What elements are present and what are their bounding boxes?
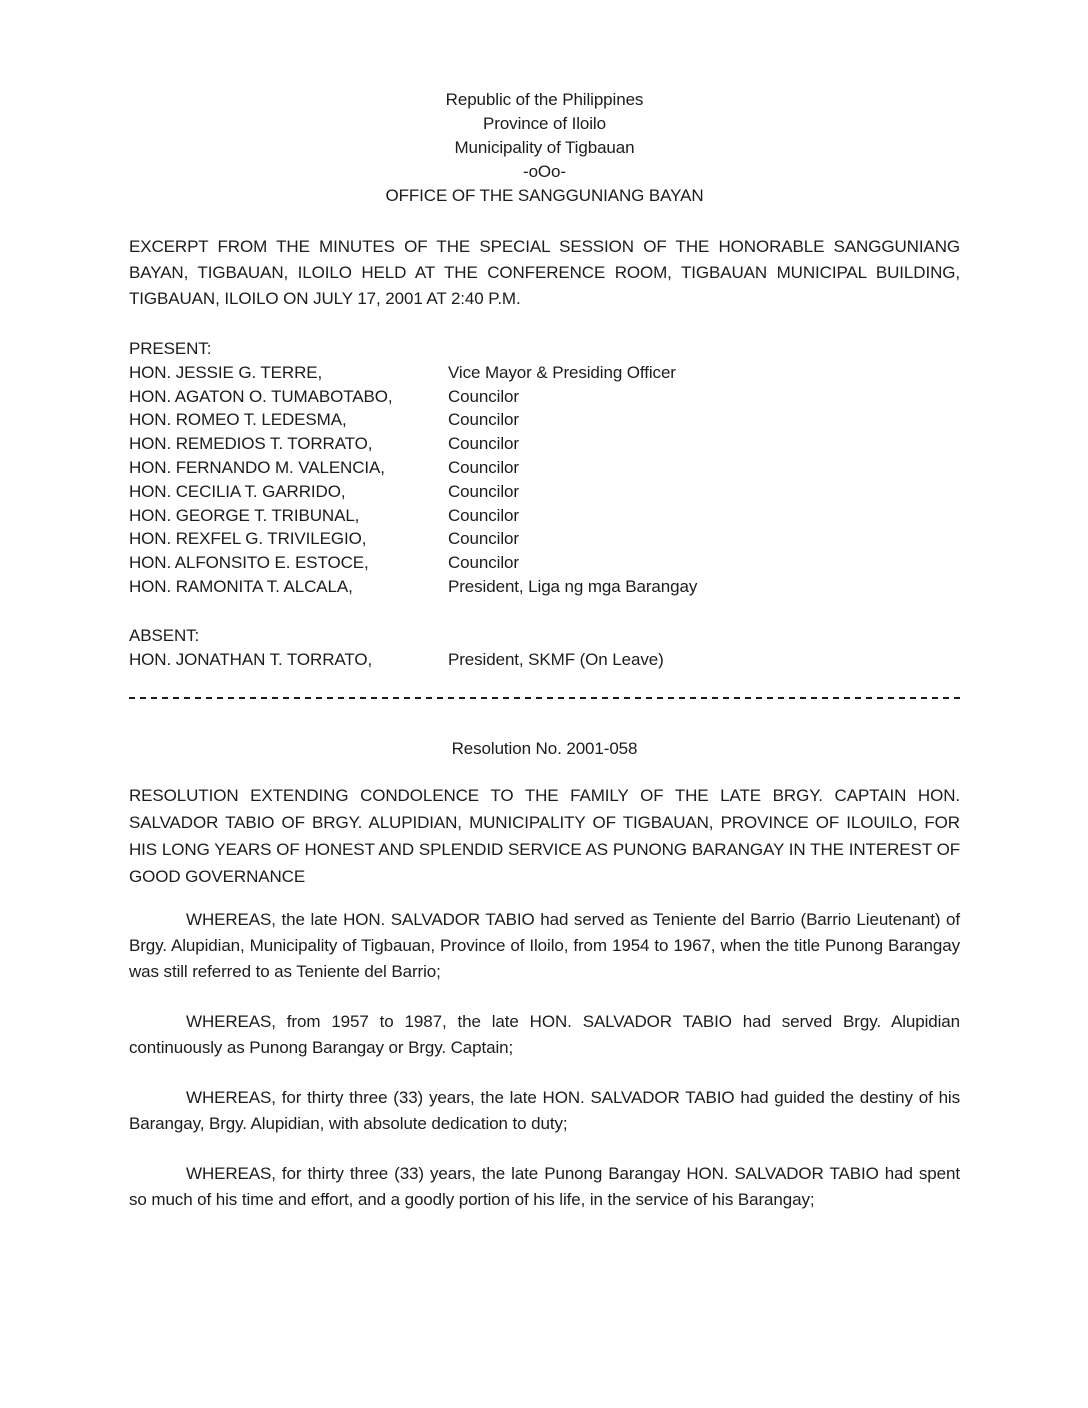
whereas-paragraph-2: WHEREAS, from 1957 to 1987, the late HON. SALVADOR TABIO had served Brgy. Alupidian continuously as Punong Barangay or Brgy. Captain; [129,1012,960,1058]
attendee-name: HON. CECILIA T. GARRIDO, [129,481,346,501]
attendee-position: Councilor [448,481,519,501]
attendee-position: President, SKMF (On Leave) [448,649,664,669]
attendee-row [129,648,960,672]
attendee-position: Councilor [448,457,519,477]
whereas-paragraph-1: WHEREAS, the late HON. SALVADOR TABIO had served as Teniente del Barrio (Barrio Lieutenant) of Brgy. Alupidian, Municipality of Tigbauan, Province of Iloilo, from 1954 to 1967, when the title Punong Barangay was still referred to as Teniente del Barrio; [129,910,960,982]
attendee-name: HON. JESSIE G. TERRE, [129,362,323,382]
attendee-name: HON. REXFEL G. TRIVILEGIO, [129,529,367,549]
attendee-name: HON. GEORGE T. TRIBUNAL, [129,505,360,525]
resolution-title: RESOLUTION EXTENDING CONDOLENCE TO THE FAMILY OF THE LATE BRGY. CAPTAIN HON. SALVADOR TABIO OF BRGY. ALUPIDIAN, MUNICIPALITY OF TIGBAUAN, PROVINCE OF ILOUILO, FOR HIS LONG YEARS OF HONEST AND SPLENDID SERVICE AS PUNONG BARANGAY IN THE INTEREST OF GOOD GOVERNANCE [129,786,960,887]
attendance-present-section [129,337,960,599]
attendee-name: HON. FERNANDO M. VALENCIA, [129,457,385,477]
attendee-position: Councilor [448,529,519,549]
document-content [129,88,960,1213]
attendee-position: Councilor [448,553,519,573]
present-label: PRESENT: [129,339,212,358]
attendee-position: Councilor [448,386,519,406]
attendance-absent-section [129,624,960,672]
session-excerpt-paragraph: EXCERPT FROM THE MINUTES OF THE SPECIAL SESSION OF THE HONORABLE SANGGUNIANG BAYAN, TIGBAUAN, ILOILO HELD AT THE CONFERENCE ROOM, TIGBAUAN MUNICIPAL BUILDING, TIGBAUAN, ILOILO ON JULY 17, 2001 AT 2:40 P.M. [129,237,960,308]
attendee-row [129,504,960,528]
attendee-name: HON. ALFONSITO E. ESTOCE, [129,553,369,573]
attendee-position: Councilor [448,410,519,430]
attendee-row [129,432,960,456]
attendee-name: HON. ROMEO T. LEDESMA, [129,410,347,430]
resolution-number: Resolution No. 2001-058 [451,739,638,759]
attendee-position: Vice Mayor & Presiding Officer [448,362,676,382]
attendee-name: HON. REMEDIOS T. TORRATO, [129,434,373,454]
attendee-name: HON. JONATHAN T. TORRATO, [129,649,373,669]
attendee-name: HON. RAMONITA T. ALCALA, [129,576,353,596]
attendee-row [129,408,960,432]
attendee-row [129,575,960,599]
attendee-row [129,385,960,409]
attendee-row [129,456,960,480]
attendee-row [129,551,960,575]
document-header [129,88,960,208]
header-office-line: OFFICE OF THE SANGGUNIANG BAYAN [385,186,704,205]
attendee-position: Councilor [448,505,519,525]
attendee-position: Councilor [448,434,519,454]
attendee-name: HON. AGATON O. TUMABOTABO, [129,386,393,406]
whereas-paragraph-4: WHEREAS, for thirty three (33) years, the late Punong Barangay HON. SALVADOR TABIO had spent so much of his time and effort, and a goodly portion of his life, in the service of his Barangay; [129,1164,960,1210]
attendee-row [129,480,960,504]
header-province-line: Province of Iloilo [483,114,606,133]
attendee-row [129,527,960,551]
dashed-divider [129,697,960,699]
whereas-paragraph-3: WHEREAS, for thirty three (33) years, the late HON. SALVADOR TABIO had guided the destiny of his Barangay, Brgy. Alupidian, with absolute dedication to duty; [129,1088,960,1134]
attendee-row [129,361,960,385]
header-ooo-separator: -oOo- [523,162,566,181]
attendee-position: President, Liga ng mga Barangay [448,576,698,596]
absent-label: ABSENT: [129,625,200,645]
header-republic-line: Republic of the Philippines [445,90,644,109]
header-municipality-line: Municipality of Tigbauan [454,138,635,157]
